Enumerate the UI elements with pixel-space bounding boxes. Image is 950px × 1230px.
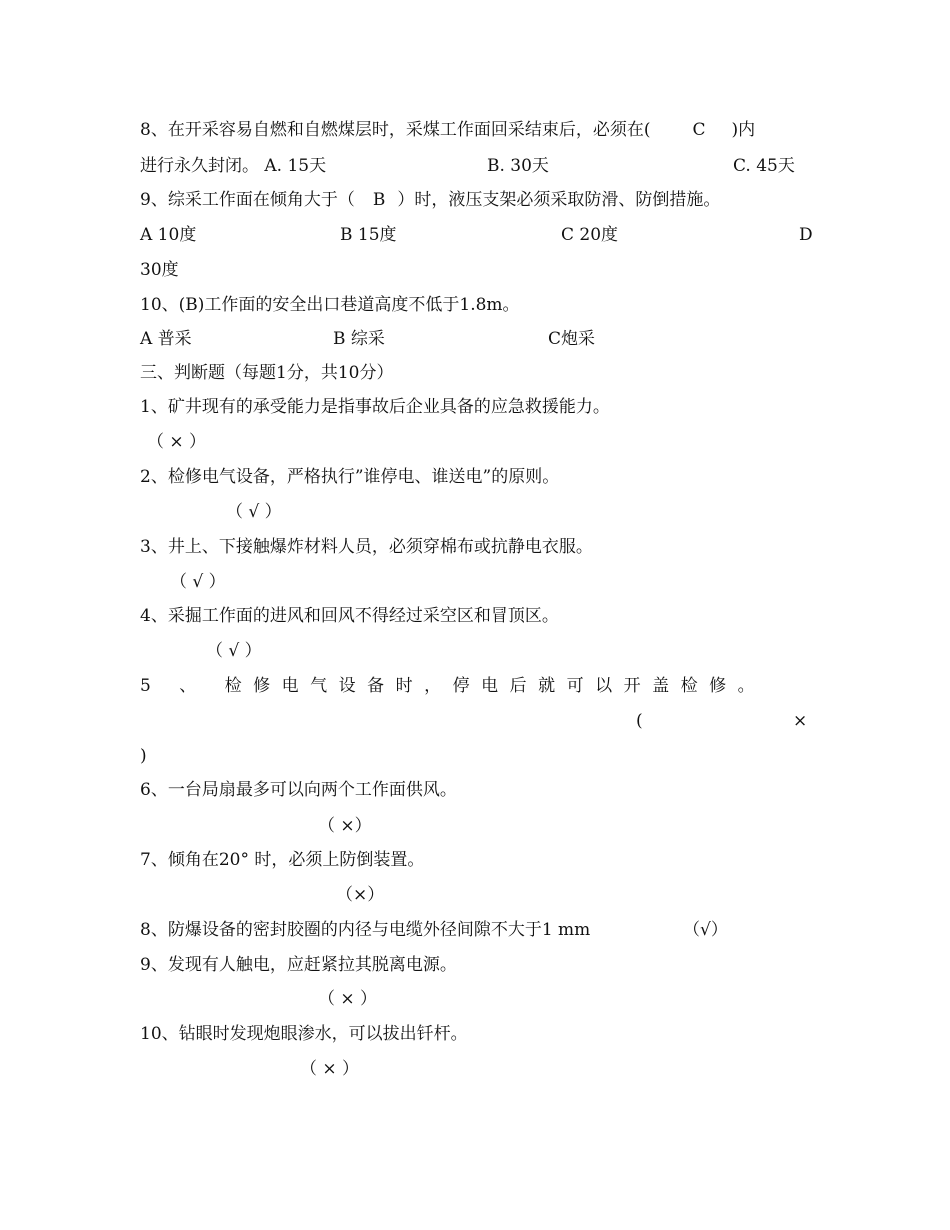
q8-answer: C bbox=[692, 120, 706, 140]
judge-3-answer: （ √ ） bbox=[170, 572, 226, 592]
judge-5-answer-open: ( bbox=[636, 711, 643, 731]
q10-text: 10、(B)工作面的安全出口巷道高度不低于1.8m。 bbox=[140, 295, 520, 315]
judge-2-text: 2、检修电气设备，严格执行”谁停电、谁送电”的原则。 bbox=[140, 467, 560, 487]
judge-1-text: 1、矿井现有的承受能力是指事故后企业具备的应急救援能力。 bbox=[140, 397, 610, 417]
judge-8-text: 8、防爆设备的密封胶圈的内径与电缆外径间隙不大于1 mm bbox=[140, 920, 591, 940]
q9-text-b: ）时，液压支架必须采取防滑、防倒措施。 bbox=[397, 190, 721, 210]
judge-7-answer: （×） bbox=[336, 885, 385, 905]
q8-option-b: B. 30天 bbox=[487, 156, 549, 176]
judge-9-answer: （ × ） bbox=[318, 989, 378, 1009]
q9-option-d-continued: 30度 bbox=[140, 260, 179, 280]
q9-option-c: C 20度 bbox=[561, 225, 619, 245]
judge-6-answer: （ ×） bbox=[318, 816, 372, 836]
judge-5-text: 5 、 检修电气设备时，停电后就可以开盖检修。 bbox=[140, 676, 767, 696]
q10-option-b: B 综采 bbox=[333, 329, 385, 349]
q8-option-c: C. 45天 bbox=[733, 156, 795, 176]
q10-option-a: A 普采 bbox=[140, 329, 192, 349]
section-title: 三、判断题（每题1分，共10分） bbox=[140, 363, 394, 383]
q9-text-a: 9、综采工作面在倾角大于（ bbox=[140, 190, 355, 210]
q10-option-c: C炮采 bbox=[548, 329, 596, 349]
judge-5-answer-mark: × bbox=[793, 711, 808, 731]
judge-10-text: 10、钻眼时发现炮眼渗水，可以拔出钎杆。 bbox=[140, 1024, 468, 1044]
judge-6-text: 6、一台局扇最多可以向两个工作面供风。 bbox=[140, 780, 457, 800]
judge-10-answer: （ × ） bbox=[300, 1059, 360, 1079]
judge-8-answer: （√） bbox=[683, 920, 728, 940]
q8-text-b: )内 bbox=[731, 120, 756, 140]
q9-option-b: B 15度 bbox=[340, 225, 397, 245]
judge-7-text: 7、倾角在20° 时，必须上防倒装置。 bbox=[140, 850, 425, 870]
judge-1-answer: （ × ） bbox=[147, 432, 207, 452]
q9-option-a: A 10度 bbox=[140, 225, 197, 245]
judge-4-text: 4、采掘工作面的进风和回风不得经过采空区和冒顶区。 bbox=[140, 606, 559, 626]
judge-4-answer: （ √ ） bbox=[206, 641, 262, 661]
q8-text-a: 8、在开采容易自燃和自燃煤层时，采煤工作面回采结束后，必须在( bbox=[140, 120, 651, 140]
q9-line1 bbox=[140, 189, 720, 211]
q8-line2: 进行永久封闭。 A. 15天 bbox=[140, 156, 327, 176]
judge-5-answer-close: ) bbox=[140, 746, 147, 766]
q8-line1 bbox=[140, 119, 755, 141]
q9-answer: B bbox=[372, 190, 386, 210]
judge-3-text: 3、井上、下接触爆炸材料人员，必须穿棉布或抗静电衣服。 bbox=[140, 537, 593, 557]
judge-9-text: 9、发现有人触电，应赶紧拉其脱离电源。 bbox=[140, 955, 457, 975]
judge-2-answer: （ √ ） bbox=[226, 502, 282, 522]
q9-option-d: D bbox=[799, 225, 813, 245]
